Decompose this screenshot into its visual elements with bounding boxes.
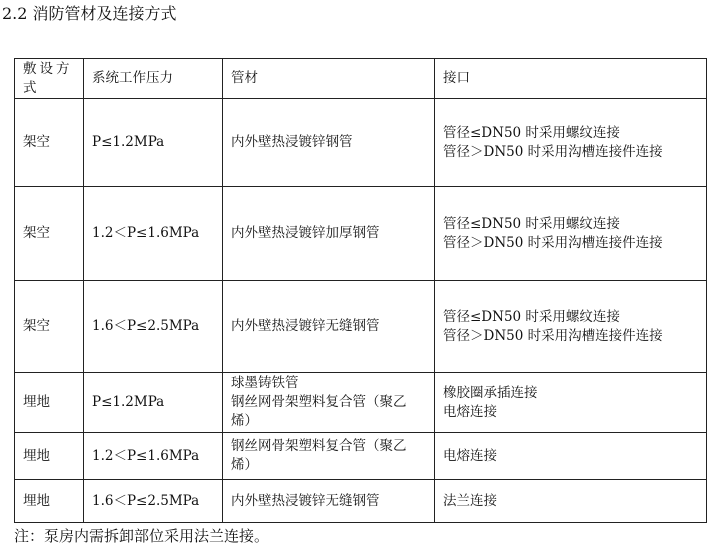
cell-joint xyxy=(435,99,707,187)
pipe-line: 内外壁热浸镀锌无缝钢管 xyxy=(231,492,380,509)
cell-pipe xyxy=(223,187,435,281)
table-row xyxy=(15,187,707,281)
cell-pressure: 1.6＜P≤2.5MPa xyxy=(84,281,223,373)
joint-line: 电熔连接 xyxy=(443,403,497,420)
cell-pressure: P≤1.2MPa xyxy=(84,373,223,433)
table-row xyxy=(15,99,707,187)
pipe-line: 烯） xyxy=(231,457,258,473)
cell-method: 架空 xyxy=(15,187,84,281)
cell-method: 埋地 xyxy=(15,480,84,523)
joint-line: 管径≤DN50 时采用螺纹连接 xyxy=(443,308,620,325)
cell-joint xyxy=(435,281,707,373)
cell-pipe xyxy=(223,433,435,480)
cell-joint xyxy=(435,480,707,523)
joint-line: 法兰连接 xyxy=(443,492,497,509)
table-row xyxy=(15,480,707,523)
table-row xyxy=(15,373,707,433)
pipe-line: 内外壁热浸镀锌加厚钢管 xyxy=(231,225,380,241)
pipe-line: 内外壁热浸镀锌钢管 xyxy=(231,134,353,150)
cell-pipe xyxy=(223,281,435,373)
table-row xyxy=(15,433,707,480)
cell-pipe xyxy=(223,480,435,523)
pipe-line: 球墨铸铁管 xyxy=(231,375,299,391)
section-heading: 2.2 消防管材及连接方式 xyxy=(2,4,177,23)
header-method: 敷设方式 xyxy=(15,59,84,99)
joint-line: 橡胶圈承插连接 xyxy=(443,384,538,401)
table-header-row xyxy=(15,59,707,99)
cell-pressure: P≤1.2MPa xyxy=(84,99,223,187)
joint-line: 管径＞DN50 时采用沟槽连接件连接 xyxy=(443,143,663,160)
cell-method: 埋地 xyxy=(15,373,84,433)
cell-joint xyxy=(435,433,707,480)
pipe-line: 钢丝网骨架塑料复合管（聚乙 xyxy=(231,394,407,410)
cell-pipe xyxy=(223,99,435,187)
cell-method: 架空 xyxy=(15,281,84,373)
joint-line: 电熔连接 xyxy=(443,447,497,464)
cell-pressure: 1.2＜P≤1.6MPa xyxy=(84,433,223,480)
footnote: 注：泵房内需拆卸部位采用法兰连接。 xyxy=(14,527,270,545)
joint-line: 管径＞DN50 时采用沟槽连接件连接 xyxy=(443,327,663,344)
cell-pipe xyxy=(223,373,435,433)
cell-pressure: 1.6＜P≤2.5MPa xyxy=(84,480,223,523)
pipe-line: 内外壁热浸镀锌无缝钢管 xyxy=(231,318,380,334)
cell-method: 架空 xyxy=(15,99,84,187)
cell-pressure: 1.2＜P≤1.6MPa xyxy=(84,187,223,281)
cell-joint xyxy=(435,187,707,281)
header-pressure: 系统工作压力 xyxy=(84,59,223,99)
header-joint: 接口 xyxy=(435,59,707,99)
table-row xyxy=(15,281,707,373)
cell-joint xyxy=(435,373,707,433)
pipe-line: 烯） xyxy=(231,413,258,429)
cell-method: 埋地 xyxy=(15,433,84,480)
pipe-line: 钢丝网骨架塑料复合管（聚乙 xyxy=(231,438,407,454)
joint-line: 管径≤DN50 时采用螺纹连接 xyxy=(443,215,620,232)
joint-line: 管径＞DN50 时采用沟槽连接件连接 xyxy=(443,234,663,251)
header-pipe: 管材 xyxy=(223,59,435,99)
joint-line: 管径≤DN50 时采用螺纹连接 xyxy=(443,124,620,141)
pipe-spec-table xyxy=(14,58,707,523)
